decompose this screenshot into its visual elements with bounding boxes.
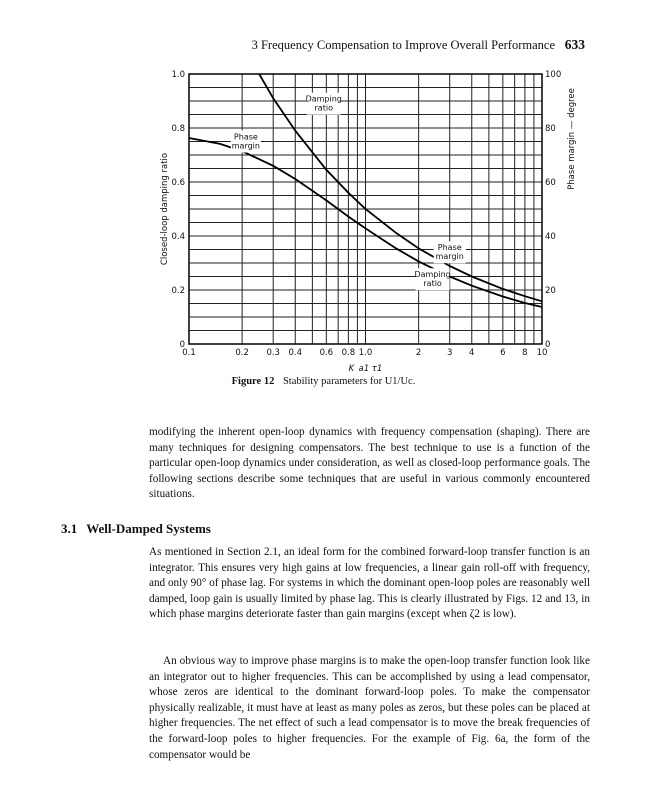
x-tick-label: 6	[500, 348, 506, 358]
x-axis-title: K_a1 τ1	[348, 364, 383, 372]
x-tick-label: 0.4	[288, 348, 303, 358]
x-tick-label: 10	[536, 348, 548, 358]
y-left-tick-label: 0.8	[171, 124, 185, 134]
figure-caption-text: Stability parameters for U1/Uc.	[282, 376, 416, 387]
annotation-text: ratio	[423, 279, 442, 289]
x-tick-label: 3	[447, 348, 453, 358]
curve-annotation	[414, 268, 450, 290]
x-tick-label: 4	[469, 348, 475, 358]
y-left-axis-title: Closed-loop damping ratio	[160, 152, 170, 266]
curve-annotation	[306, 93, 342, 115]
y-left-tick-label: 1.0	[171, 70, 185, 80]
y-right-tick-label: 0	[545, 340, 551, 350]
paragraph-3: An obvious way to improve phase margins is to make the open-loop transfer function look like an integrator out to higher frequencies. This can be accomplished by using a lead compensator, whose zeros are identical to the dominant forward-loop poles. To make the compensator physically realizable, it must have at least as many poles as zeros, but these poles can be placed at higher frequencies. The net effect of such a lead compensator is to move the break frequencies of the forward-loop poles to higher frequencies. For the example of Fig. 6a, the form of the compensator would be	[149, 655, 590, 761]
paragraph-1: modifying the inherent open-loop dynamics with frequency compensation (shaping). There are many techniques for designing compensators. The best technique to use is a function of the particular open-loop dynamics under consideration, as well as closed-loop performance goals. The following sections describe some techniques that are useful in various commonly encountered situations.	[149, 426, 590, 501]
figure-caption	[0, 376, 647, 387]
section-title: Well-Damped Systems	[86, 521, 211, 536]
page-number: 633	[564, 37, 585, 52]
x-tick-label: 8	[522, 348, 528, 358]
x-tick-label: 2	[415, 348, 422, 358]
figure-label: Figure 12	[231, 376, 275, 387]
annotation-text: Damping	[305, 94, 342, 104]
y-right-tick-label: 80	[545, 124, 556, 134]
x-tick-label: 0.2	[235, 348, 249, 358]
annotation-text: ratio	[314, 103, 333, 113]
annotation-text: margin	[231, 141, 260, 151]
y-left-tick-label: 0.4	[171, 232, 185, 242]
annotation-text: margin	[435, 252, 464, 262]
y-left-tick-label: 0	[179, 340, 185, 350]
y-left-tick-label: 0.6	[171, 178, 185, 188]
curve-annotation	[434, 241, 466, 263]
x-tick-label: 0.3	[266, 348, 280, 358]
section-number: 3.1	[61, 521, 78, 536]
y-right-axis-title: Phase margin — degree	[567, 88, 577, 190]
x-tick-label: 1.0	[358, 348, 373, 358]
running-header	[0, 38, 647, 54]
section-heading	[61, 521, 211, 537]
paragraph-2: As mentioned in Section 2.1, an ideal form for the combined forward-loop transfer function is an integrator. This ensures very high gains at low frequencies, a linear gain roll-off with frequency, and only 90° of phase lag. For systems in which the dominant open-loop poles are reasonably well damped, loop gain is usually limited by phase lag. This is clearly illustrated by Figs. 12 and 13, in which phase margins deteriorate faster than gain margins (except when ζ2 is low).	[149, 546, 591, 621]
x-tick-label: 0.1	[182, 348, 196, 358]
stability-chart	[155, 62, 595, 372]
curve-annotation	[231, 131, 261, 153]
y-right-tick-label: 40	[545, 232, 556, 242]
x-tick-label: 0.8	[341, 348, 356, 358]
annotation-text: Phase	[233, 132, 258, 142]
x-tick-label: 0.6	[319, 348, 334, 358]
y-right-tick-label: 100	[545, 70, 562, 80]
y-right-tick-label: 60	[545, 178, 556, 188]
y-right-tick-label: 20	[545, 286, 556, 296]
running-title: 3 Frequency Compensation to Improve Overall Performance	[251, 38, 555, 52]
annotation-text: Phase	[437, 243, 462, 253]
y-left-tick-label: 0.2	[171, 286, 185, 296]
annotation-text: Damping	[414, 270, 451, 280]
damping-ratio-curve	[259, 74, 542, 301]
